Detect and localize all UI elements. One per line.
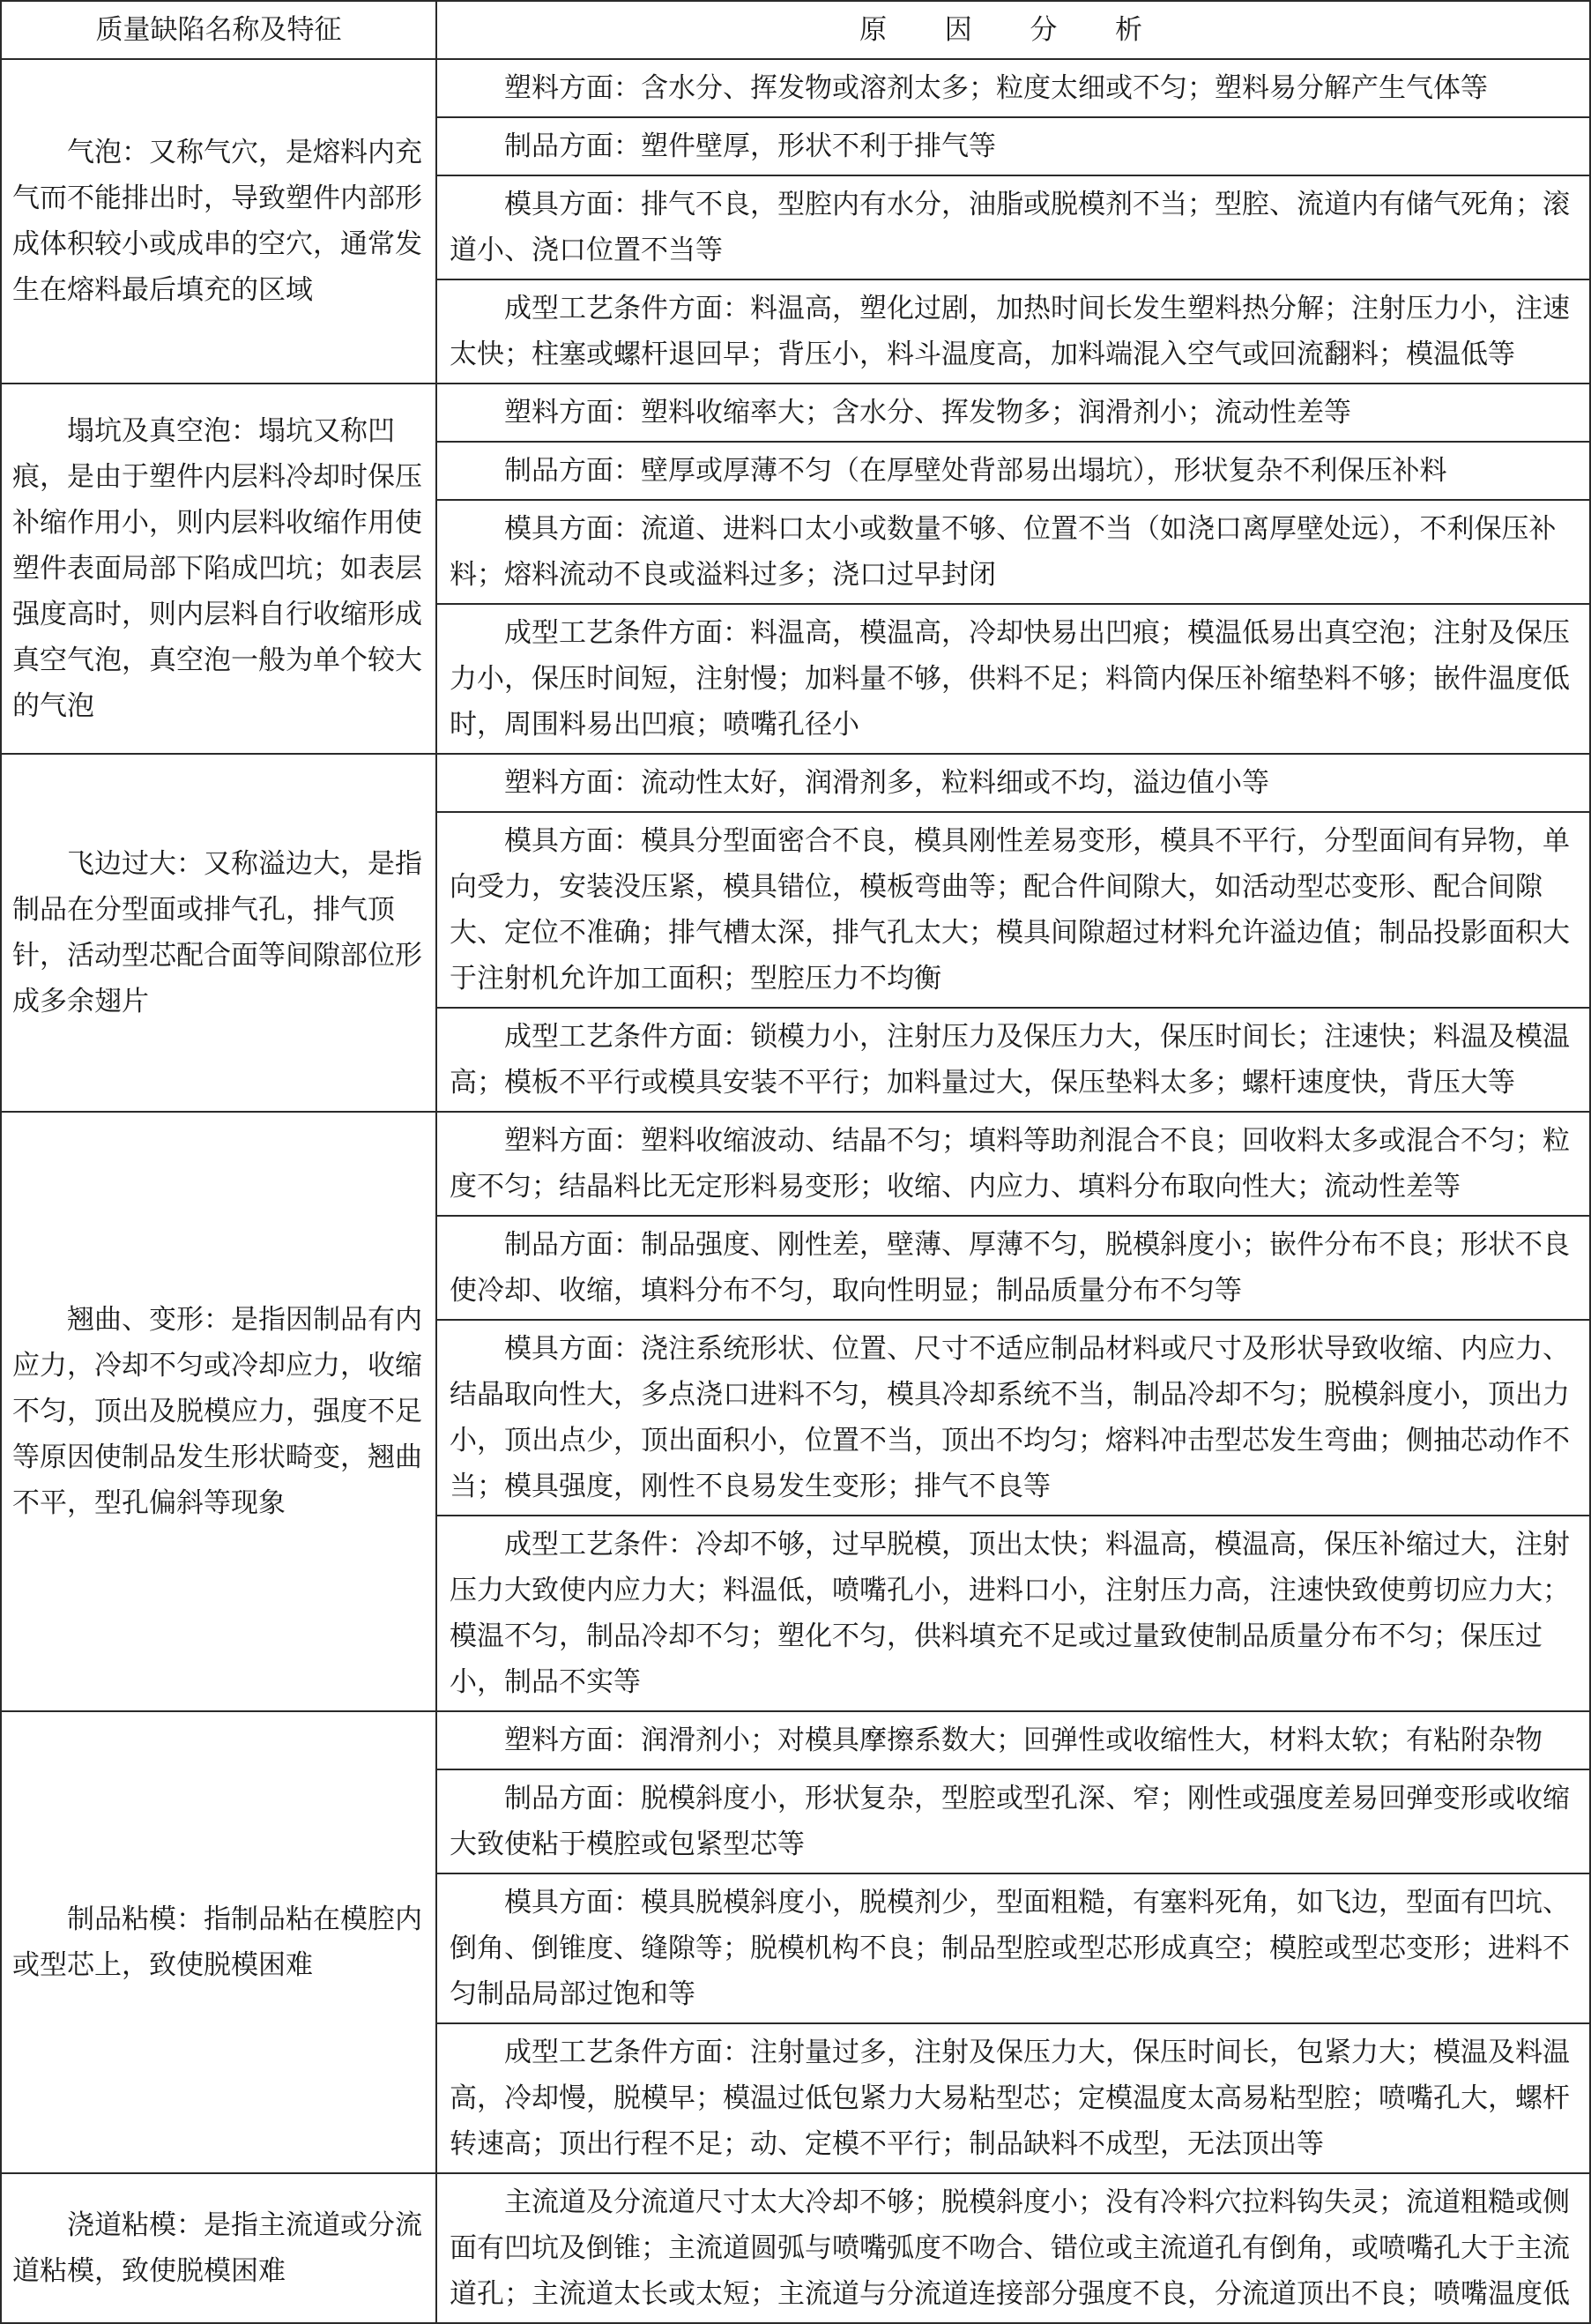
- defect-cell: 制品粘模：指制品粘在模腔内或型芯上，致使脱模困难: [1, 1711, 436, 2173]
- cause-cell: 制品方面：脱模斜度小，形状复杂，型腔或型孔深、窄；刚性或强度差易回弹变形或收缩大致使粘于模腔或包紧型芯等: [436, 1769, 1590, 1873]
- cause-cell: 制品方面：壁厚或厚薄不匀（在厚壁处背部易出塌坑），形状复杂不利保压补料: [436, 442, 1590, 500]
- header-cause-analysis: 原 因 分 析: [436, 1, 1590, 59]
- header-defect: 质量缺陷名称及特征: [1, 1, 436, 59]
- cause-cell: 制品方面：塑件壁厚，形状不利于排气等: [436, 117, 1590, 175]
- defect-cell: 塌坑及真空泡：塌坑又称凹痕，是由于塑件内层料冷却时保压补缩作用小，则内层料收缩作用使塑件表面局部下陷成凹坑；如表层强度高时，则内层料自行收缩形成真空气泡，真空泡一般为单个较大的气泡: [1, 384, 436, 754]
- table-row: [1, 1711, 1590, 1769]
- cause-cell: 塑料方面：流动性太好，润滑剂多，粒料细或不均，溢边值小等: [436, 754, 1590, 812]
- cause-cell: 塑料方面：润滑剂小；对模具摩擦系数大；回弹性或收缩性大，材料太软；有粘附杂物: [436, 1711, 1590, 1769]
- table-row: [1, 1112, 1590, 1216]
- defect-cell: 翘曲、变形：是指因制品有内应力，冷却不匀或冷却应力，收缩不匀，顶出及脱模应力，强度不足等原因使制品发生形状畸变，翘曲不平，型孔偏斜等现象: [1, 1112, 436, 1711]
- cause-cell: 成型工艺条件：冷却不够，过早脱模，顶出太快；料温高，模温高，保压补缩过大，注射压力大致使内应力大；料温低，喷嘴孔小，进料口小，注射压力高，注速快致使剪切应力大；模温不匀，制品冷却不匀；塑化不匀，供料填充不足或过量致使制品质量分布不匀；保压过小，制品不实等: [436, 1516, 1590, 1711]
- cause-cell: 塑料方面：塑料收缩率大；含水分、挥发物多；润滑剂小；流动性差等: [436, 384, 1590, 442]
- cause-cell: 模具方面：排气不良，型腔内有水分，油脂或脱模剂不当；型腔、流道内有储气死角；滚道小、浇口位置不当等: [436, 175, 1590, 279]
- cause-cell: 成型工艺条件方面：注射量过多，注射及保压力大，保压时间长，包紧力大；模温及料温高，冷却慢，脱模早；模温过低包紧力大易粘型芯；定模温度太高易粘型腔；喷嘴孔大，螺杆转速高；顶出行程不足；动、定模不平行；制品缺料不成型，无法顶出等: [436, 2023, 1590, 2173]
- cause-cell: 成型工艺条件方面：锁模力小，注射压力及保压力大，保压时间长；注速快；料温及模温高；模板不平行或模具安装不平行；加料量过大，保压垫料太多；螺杆速度快，背压大等: [436, 1008, 1590, 1112]
- cause-cell: 塑料方面：塑料收缩波动、结晶不匀；填料等助剂混合不良；回收料太多或混合不匀；粒度不匀；结晶料比无定形料易变形；收缩、内应力、填料分布取向性大；流动性差等: [436, 1112, 1590, 1216]
- defect-cell: 浇道粘模：是指主流道或分流道粘模，致使脱模困难: [1, 2173, 436, 2323]
- cause-cell: 模具方面：浇注系统形状、位置、尺寸不适应制品材料或尺寸及形状导致收缩、内应力、结晶取向性大，多点浇口进料不匀，模具冷却系统不当，制品冷却不匀；脱模斜度小，顶出力小，顶出点少，顶出面积小，位置不当，顶出不均匀；熔料冲击型芯发生弯曲；侧抽芯动作不当；模具强度，刚性不良易发生变形；排气不良等: [436, 1320, 1590, 1516]
- cause-cell: 主流道及分流道尺寸太大冷却不够；脱模斜度小；没有冷料穴拉料钩失灵；流道粗糙或侧面有凹坑及倒锥；主流道圆弧与喷嘴弧度不吻合、错位或主流道孔有倒角，或喷嘴孔大于主流道孔；主流道太长或太短；主流道与分流道连接部分强度不良，分流道顶出不良；喷嘴温度低: [436, 2173, 1590, 2323]
- table-row: [1, 384, 1590, 442]
- defect-cell: 气泡：又称气穴，是熔料内充气而不能排出时，导致塑件内部形成体积较小或成串的空穴，通常发生在熔料最后填充的区域: [1, 59, 436, 384]
- header-row: [1, 1, 1590, 59]
- cause-cell: 成型工艺条件方面：料温高，模温高，冷却快易出凹痕；模温低易出真空泡；注射及保压力小，保压时间短，注射慢；加料量不够，供料不足；料筒内保压补缩垫料不够；嵌件温度低时，周围料易出凹痕；喷嘴孔径小: [436, 604, 1590, 754]
- table-row: [1, 59, 1590, 117]
- cause-cell: 模具方面：模具脱模斜度小，脱模剂少，型面粗糙，有塞料死角，如飞边，型面有凹坑、倒角、倒锥度、缝隙等；脱模机构不良；制品型腔或型芯形成真空；模腔或型芯变形；进料不匀制品局部过饱和等: [436, 1873, 1590, 2023]
- cause-cell: 模具方面：模具分型面密合不良，模具刚性差易变形，模具不平行，分型面间有异物，单向受力，安装没压紧，模具错位，模板弯曲等；配合件间隙大，如活动型芯变形、配合间隙大、定位不准确；排气槽太深，排气孔太大；模具间隙超过材料允许溢边值；制品投影面积大于注射机允许加工面积；型腔压力不均衡: [436, 812, 1590, 1008]
- cause-cell: 制品方面：制品强度、刚性差，壁薄、厚薄不匀，脱模斜度小；嵌件分布不良；形状不良使冷却、收缩，填料分布不匀，取向性明显；制品质量分布不匀等: [436, 1216, 1590, 1320]
- defect-cell: 飞边过大：又称溢边大，是指制品在分型面或排气孔，排气顶针，活动型芯配合面等间隙部位形成多余翅片: [1, 754, 436, 1112]
- cause-cell: 模具方面：流道、进料口太小或数量不够、位置不当（如浇口离厚壁处远），不利保压补料；熔料流动不良或溢料过多；浇口过早封闭: [436, 500, 1590, 604]
- cause-cell: 成型工艺条件方面：料温高，塑化过剧，加热时间长发生塑料热分解；注射压力小，注速太快；柱塞或螺杆退回早；背压小，料斗温度高，加料端混入空气或回流翻料；模温低等: [436, 279, 1590, 384]
- cause-cell: 塑料方面：含水分、挥发物或溶剂太多；粒度太细或不匀；塑料易分解产生气体等: [436, 59, 1590, 117]
- table-row: [1, 754, 1590, 812]
- table-row: [1, 2173, 1590, 2323]
